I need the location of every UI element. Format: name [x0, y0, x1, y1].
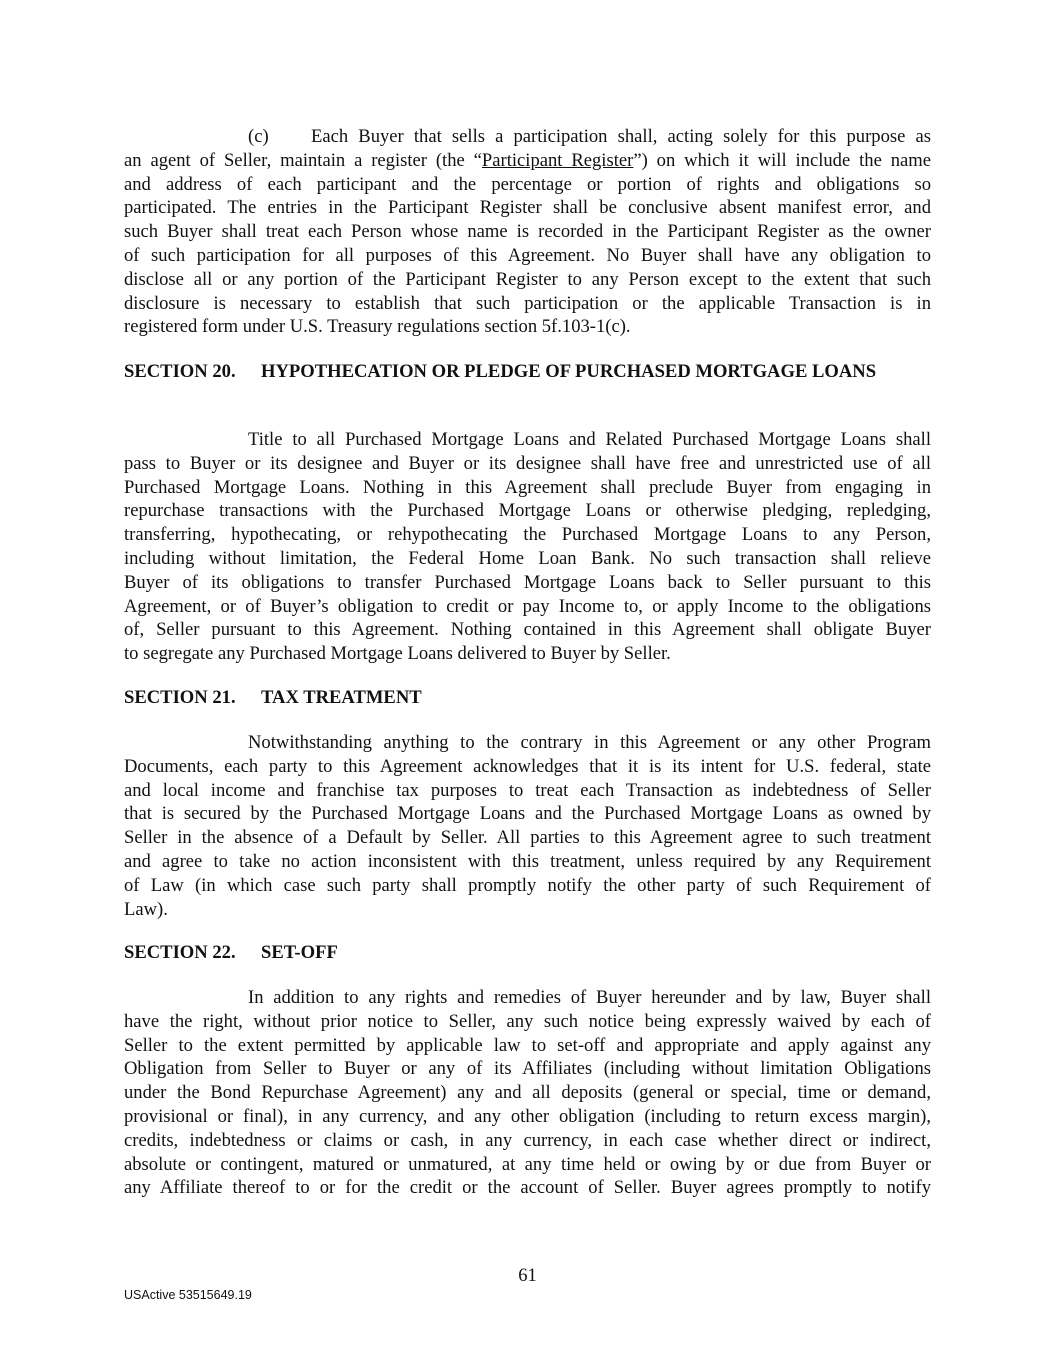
paragraph-line: to segregate any Purchased Mortgage Loans delivered to Buyer by Seller. [124, 643, 671, 665]
line-text: ”) on which it will include the name [633, 149, 931, 171]
paragraph-line: have the right, without prior notice to Seller, any such notice being expressly waived by each of [124, 1010, 931, 1032]
paragraph-line: registered form under U.S. Treasury regulations section 5f.103-1(c). [124, 316, 631, 338]
paragraph-line: Obligation from Seller to Buyer or any of its Affiliates (including without limitation Obligations [124, 1058, 931, 1080]
section-title: TAX TREATMENT [261, 687, 422, 708]
paragraph-line: In addition to any rights and remedies of Buyer hereunder and by law, Buyer shall [248, 987, 931, 1008]
paragraph-line: under the Bond Repurchase Agreement) any and all deposits (general or special, time or demand, [124, 1082, 931, 1104]
paragraph-line: disclose all or any portion of the Participant Register to any Person except to the extent that such [124, 268, 931, 290]
section-title: SET-OFF [261, 942, 338, 963]
paragraph-line [124, 149, 931, 173]
paragraph-line [124, 125, 931, 149]
paragraph-line: participated. The entries in the Participant Register shall be conclusive absent manifest error, and [124, 197, 931, 219]
paragraph-line: and address of each participant and the percentage or portion of rights and obligations so [124, 173, 931, 195]
section-number: SECTION 22. [124, 942, 236, 963]
paragraph-line: transferring, hypothecating, or rehypothecating the Purchased Mortgage Loans to any Person, [124, 524, 931, 546]
paragraph-line: Seller to the extent permitted by applicable law to set-off and appropriate and apply against any [124, 1034, 931, 1056]
section-number: SECTION 20. [124, 361, 236, 382]
paragraph-line: Law). [124, 898, 168, 920]
defined-term: Participant Register [481, 149, 634, 171]
footer-document-id: USActive 53515649.19 [124, 1288, 252, 1302]
paragraph-line: provisional or final), in any currency, and any other obligation (including to return excess margin), [124, 1105, 931, 1127]
paragraph-line: of such participation for all purposes of this Agreement. No Buyer shall have any obligation to [124, 244, 931, 266]
paragraph-line: Seller in the absence of a Default by Seller. All parties to this Agreement agree to such treatment [124, 827, 931, 849]
paragraph-line: Purchased Mortgage Loans. Nothing in this Agreement shall preclude Buyer from engaging in [124, 476, 931, 498]
section-heading [124, 360, 877, 384]
paragraph-line: any Affiliate thereof to or for the credit or the account of Seller. Buyer agrees promptly to notify [124, 1177, 931, 1199]
section-body [124, 986, 931, 1200]
paragraph-line: such Buyer shall treat each Person whose name is recorded in the Participant Register as the owner [124, 221, 931, 243]
line-text: an agent of Seller, maintain a register (the “ [124, 149, 482, 171]
page-number: 61 [518, 1265, 537, 1286]
clause-label: (c) [248, 126, 269, 147]
paragraph-line: of, Seller pursuant to this Agreement. Nothing contained in this Agreement shall obligate Buyer [124, 619, 931, 641]
paragraph-line: Documents, each party to this Agreement acknowledges that it is its intent for U.S. federal, state [124, 755, 931, 777]
paragraph-line: pass to Buyer or its designee and Buyer or its designee shall have free and unrestricted use of all [124, 452, 931, 474]
line-text: Each Buyer that sells a participation shall, acting solely for this purpose as [311, 126, 931, 147]
paragraph-line: disclosure is necessary to establish that such participation or the applicable Transaction is in [124, 292, 931, 314]
paragraph-line: and local income and franchise tax purposes to treat each Transaction as indebtedness of Seller [124, 779, 931, 801]
paragraph-line: Notwithstanding anything to the contrary in this Agreement or any other Program [248, 732, 931, 753]
paragraph-line: of Law (in which case such party shall promptly notify the other party of such Requirement of [124, 874, 931, 896]
section-heading [124, 686, 422, 710]
paragraph-line: credits, indebtedness or claims or cash, in any currency, in each case whether direct or indirect, [124, 1129, 931, 1151]
paragraph-line: repurchase transactions with the Purchased Mortgage Loans or otherwise pledging, repledging, [124, 500, 931, 522]
paragraph-line: and agree to take no action inconsistent with this treatment, unless required by any Requirement [124, 850, 931, 872]
paragraph-line: Buyer of its obligations to transfer Purchased Mortgage Loans back to Seller pursuant to this [124, 571, 931, 593]
paragraph-line: Agreement, or of Buyer’s obligation to credit or pay Income to, or apply Income to the obligations [124, 595, 931, 617]
section-body [124, 731, 931, 921]
paragraph-line: Title to all Purchased Mortgage Loans and Related Purchased Mortgage Loans shall [248, 429, 931, 450]
paragraph-line: including without limitation, the Federal Home Loan Bank. No such transaction shall relieve [124, 547, 931, 569]
section-heading [124, 941, 338, 965]
paragraph-c [124, 125, 931, 339]
paragraph-line: absolute or contingent, matured or unmatured, at any time held or owing by or due from Buyer or [124, 1153, 931, 1175]
section-title: HYPOTHECATION OR PLEDGE OF PURCHASED MORTGAGE LOANS [261, 361, 877, 382]
section-body [124, 428, 931, 666]
section-number: SECTION 21. [124, 687, 236, 708]
paragraph-line: that is secured by the Purchased Mortgage Loans and the Purchased Mortgage Loans as owned by [124, 803, 931, 825]
